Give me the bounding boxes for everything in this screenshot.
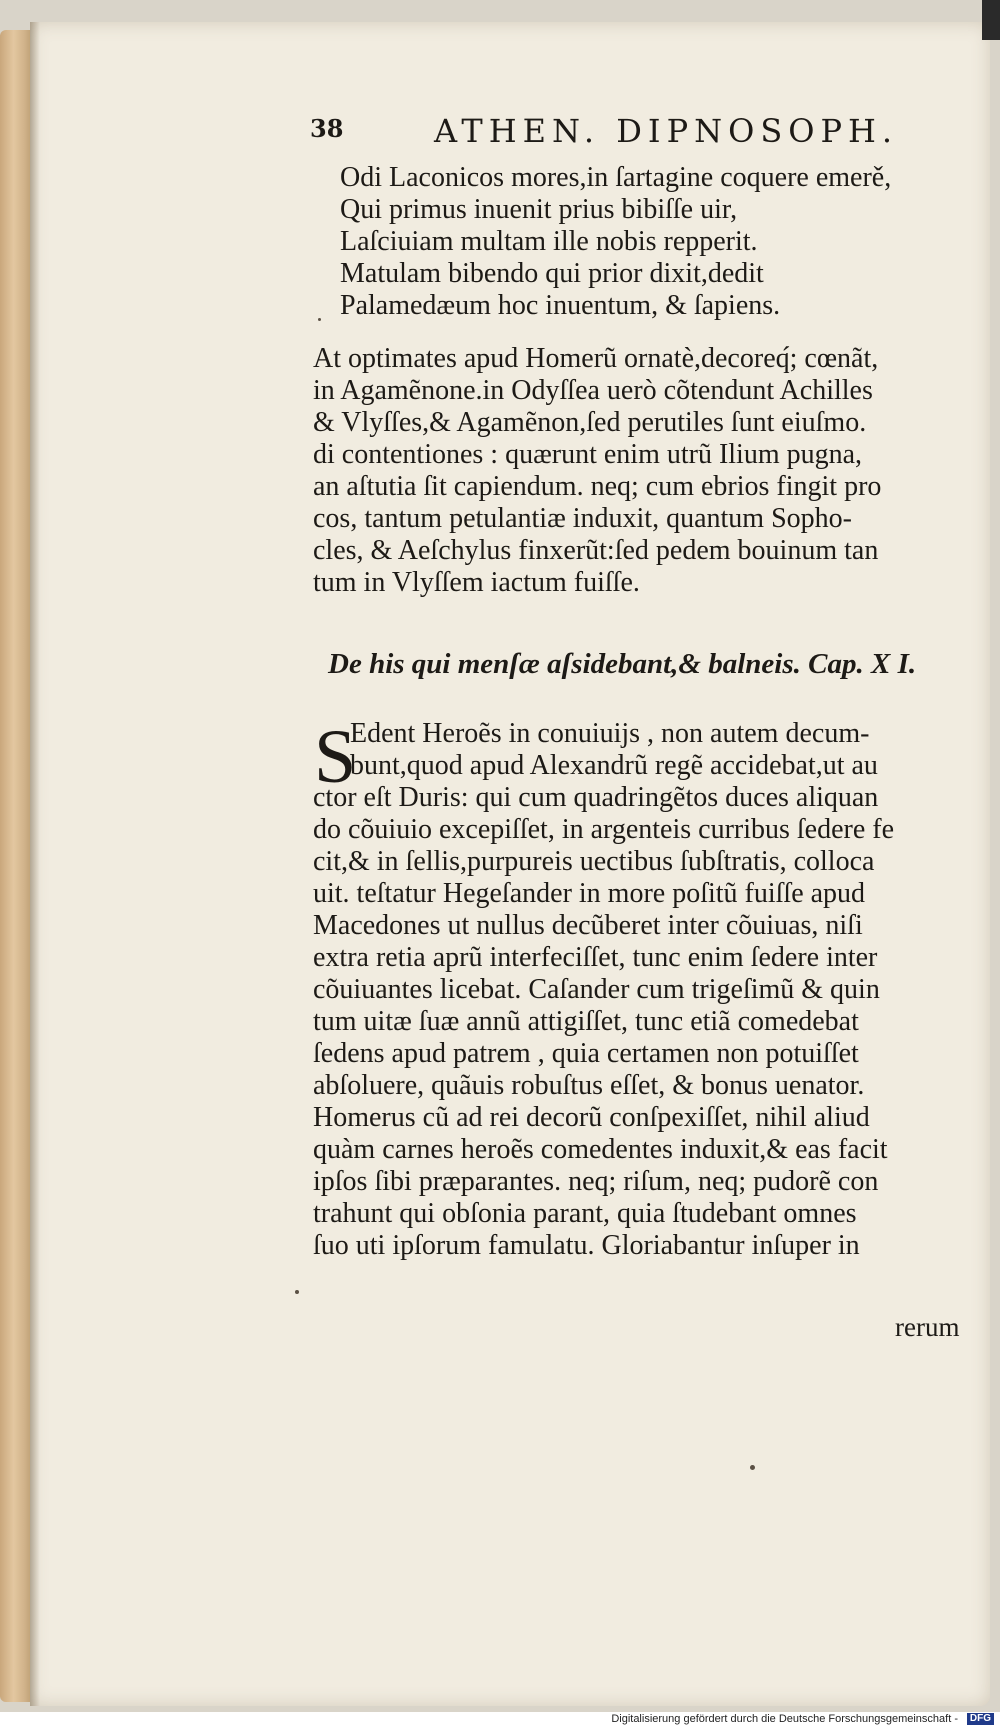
paragraph-2 — [313, 782, 894, 1262]
text-line: Homerus cũ ad rei decorũ conſpexiſſet, nihil aliud — [313, 1102, 870, 1133]
text-line: quàm carnes heroẽs comedentes induxit,& eas facit — [313, 1134, 888, 1165]
paper-speck — [750, 1465, 755, 1470]
funding-credit: Digitalisierung gefördert durch die Deutsche Forschungsgemeinschaft - — [611, 1713, 958, 1725]
verse-line: Laſciuiam multam ille nobis repperit. — [340, 226, 758, 257]
text-line: trahunt qui obſonia parant, quia ſtudebant omnes — [313, 1198, 857, 1229]
text-line: ſuo uti ipſorum famulatu. Gloriabantur inſuper in — [313, 1230, 860, 1261]
text-line: ſedens apud patrem , quia certamen non potuiſſet — [313, 1038, 859, 1069]
text-line: tum uitæ ſuæ annũ attigiſſet, tunc etiã comedebat — [313, 1006, 859, 1037]
gutter-shadow — [30, 22, 40, 1706]
text-line: ctor eſt Duris: qui cum quadringẽtos duces aliquan — [313, 782, 879, 813]
text-line: ipſos ſibi præparantes. neq; riſum, neq; pudorẽ con — [313, 1166, 879, 1197]
text-line: extra retia aprũ interfeciſſet, tunc enim ſedere inter — [313, 942, 878, 973]
verse-line: Palamedæum hoc inuentum, & ſapiens. — [340, 290, 781, 321]
paper-speck — [295, 1290, 299, 1294]
text-line: an aſtutia ſit capiendum. neq; cum ebrios fingit pro — [313, 471, 882, 502]
book-edge — [0, 30, 34, 1702]
text-line: do cõuiuio excepiſſet, in argenteis curribus ſedere fe — [313, 814, 895, 845]
text-line: in Agamẽnone.in Odyſſea uerò cõtendunt Achilles — [313, 375, 873, 406]
page-number: 38 — [310, 114, 344, 143]
paper-speck — [318, 318, 321, 321]
verse-line: Matulam bibendo qui prior dixit,dedit — [340, 258, 764, 289]
text-line: cõuiuantes licebat. Caſander cum trigeſimũ & quin — [313, 974, 880, 1005]
text-line: cos, tantum petulantiæ induxit, quantum Sopho- — [313, 503, 852, 534]
chapter-heading: De his qui menſæ aſsidebant,& balneis. Cap. X I. — [328, 648, 917, 680]
text-line: Macedones ut nullus decũberet inter cõuiuas, niſi — [313, 910, 863, 941]
text-line: cles, & Aeſchylus finxerũt:ſed pedem bouinum tan — [313, 535, 879, 566]
scan-corner — [982, 0, 1000, 40]
text-line: abſoluere, quãuis robuſtus eſſet, & bonus uenator. — [313, 1070, 865, 1101]
text-line: & Vlyſſes,& Agamẽnon,ſed perutiles ſunt eiuſmo. — [313, 407, 867, 438]
running-head: ATHEN. DIPNOSOPH. — [434, 112, 899, 150]
text-line: uit. teſtatur Hegeſander in more poſitũ fuiſſe apud — [313, 878, 866, 909]
text-line: di contentiones : quærunt enim utrũ Ilium pugna, — [313, 439, 863, 470]
text-line: tum in Vlyſſem iactum fuiſſe. — [313, 567, 640, 598]
text-line: At optimates apud Homerũ ornatè,decoreq́; cœnãt, — [313, 343, 879, 374]
text-line: Edent Heroẽs in conuiuijs , non autem decum- — [350, 718, 870, 749]
text-line: bunt,quod apud Alexandrũ regẽ accidebat,ut au — [350, 750, 878, 781]
verse-line: Qui primus inuenit prius bibiſſe uir, — [340, 194, 738, 225]
drop-cap-lines — [350, 718, 878, 782]
page-header — [310, 112, 910, 158]
dfg-logo: DFG — [967, 1713, 994, 1725]
drop-cap: S — [314, 715, 357, 799]
text-line: cit,& in ſellis,purpureis uectibus ſubſtratis, colloca — [313, 846, 875, 877]
paragraph-1 — [313, 343, 881, 599]
catchword: rerum — [895, 1312, 960, 1342]
verse-block — [340, 162, 891, 322]
verse-line: Odi Laconicos mores,in ſartagine coquere emerě, — [340, 162, 892, 193]
